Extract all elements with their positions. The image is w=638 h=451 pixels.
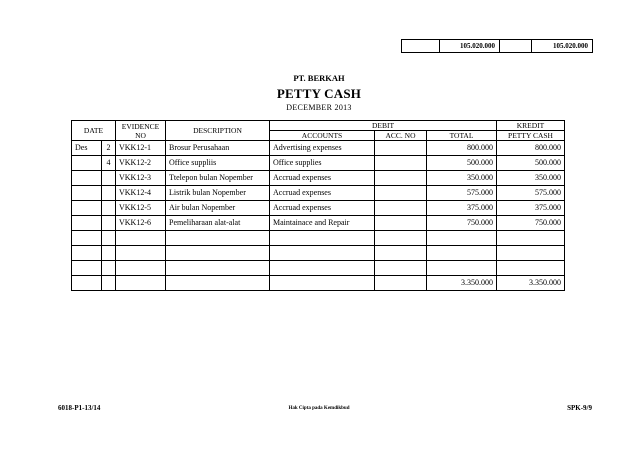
grand-total-debit: 3.350.000 <box>427 276 497 291</box>
totals-blank-account <box>270 276 375 291</box>
cell-month: Des <box>72 141 102 156</box>
table-row <box>72 261 565 276</box>
header-evidence-no: EVIDENCE NO <box>116 121 166 141</box>
cell-kredit <box>497 231 565 246</box>
cell-acc-no <box>375 156 427 171</box>
cell-evidence <box>116 246 166 261</box>
cell-account: Advertising expenses <box>270 141 375 156</box>
header-accounts: ACCOUNTS <box>270 131 375 141</box>
cell-evidence: VKK12-2 <box>116 156 166 171</box>
cell-acc-no <box>375 216 427 231</box>
cell-description: Brosur Perusahaan <box>166 141 270 156</box>
cell-description: Ttelepon bulan Nopember <box>166 171 270 186</box>
cell-acc-no <box>375 141 427 156</box>
summary-totals-box <box>401 39 593 53</box>
cell-description <box>166 246 270 261</box>
totals-blank-evidence <box>116 276 166 291</box>
cell-description <box>166 261 270 276</box>
table-row <box>72 246 565 261</box>
table-row <box>72 156 565 171</box>
cell-evidence: VKK12-3 <box>116 171 166 186</box>
table-row <box>72 186 565 201</box>
totals-blank-description <box>166 276 270 291</box>
document-period: DECEMBER 2013 <box>286 103 352 112</box>
cell-month <box>72 201 102 216</box>
cell-month <box>72 186 102 201</box>
cell-month <box>72 156 102 171</box>
cell-month <box>72 171 102 186</box>
cell-acc-no <box>375 231 427 246</box>
cell-account: Maintainace and Repair <box>270 216 375 231</box>
cell-acc-no <box>375 171 427 186</box>
cell-account: Accruad expenses <box>270 201 375 216</box>
cell-evidence: VKK12-4 <box>116 186 166 201</box>
cell-kredit: 575.000 <box>497 186 565 201</box>
summary-debit-total: 105.020.000 <box>440 40 500 52</box>
cell-total: 375.000 <box>427 201 497 216</box>
cell-day <box>102 261 116 276</box>
cell-kredit: 375.000 <box>497 201 565 216</box>
header-debit: DEBIT <box>270 121 497 131</box>
header-acc-no: ACC. NO <box>375 131 427 141</box>
cell-kredit: 350.000 <box>497 171 565 186</box>
cell-total: 575.000 <box>427 186 497 201</box>
footer-page-number: SPK-9/9 <box>567 404 592 412</box>
cell-account <box>270 231 375 246</box>
cell-day <box>102 171 116 186</box>
cell-acc-no <box>375 201 427 216</box>
cell-evidence: VKK12-5 <box>116 201 166 216</box>
cell-account <box>270 246 375 261</box>
header-total: TOTAL <box>427 131 497 141</box>
summary-spacer-2 <box>500 40 532 52</box>
header-description: DESCRIPTION <box>166 121 270 141</box>
cell-evidence: VKK12-1 <box>116 141 166 156</box>
cell-evidence <box>116 231 166 246</box>
table-row <box>72 231 565 246</box>
cell-day <box>102 231 116 246</box>
cell-total <box>427 246 497 261</box>
cell-total: 350.000 <box>427 171 497 186</box>
cell-account: Office supplies <box>270 156 375 171</box>
cell-day <box>102 216 116 231</box>
cell-account <box>270 261 375 276</box>
cell-day: 4 <box>102 156 116 171</box>
cell-total: 500.000 <box>427 156 497 171</box>
cell-acc-no <box>375 186 427 201</box>
cell-total <box>427 231 497 246</box>
cell-description: Air bulan Nopember <box>166 201 270 216</box>
cell-evidence <box>116 261 166 276</box>
cell-total <box>427 261 497 276</box>
cell-acc-no <box>375 246 427 261</box>
cell-total: 750.000 <box>427 216 497 231</box>
cell-month <box>72 216 102 231</box>
totals-row <box>72 276 565 291</box>
table-row <box>72 216 565 231</box>
cell-day: 2 <box>102 141 116 156</box>
summary-kredit-total: 105.020.000 <box>553 42 588 50</box>
totals-blank-day <box>102 276 116 291</box>
header-date: DATE <box>72 121 116 141</box>
company-name: PT. BERKAH <box>293 73 345 83</box>
summary-spacer-1 <box>402 40 440 52</box>
cell-description: Office suppliis <box>166 156 270 171</box>
cell-day <box>102 201 116 216</box>
table-row <box>72 171 565 186</box>
header-petty-cash: PETTY CASH <box>497 131 565 141</box>
cell-account: Accruad expenses <box>270 171 375 186</box>
cell-description: Pemeliharaan alat-alat <box>166 216 270 231</box>
cell-description <box>166 231 270 246</box>
cell-account: Accruad expenses <box>270 186 375 201</box>
cell-day <box>102 246 116 261</box>
totals-blank-acc-no <box>375 276 427 291</box>
table-row <box>72 141 565 156</box>
cell-evidence: VKK12-6 <box>116 216 166 231</box>
totals-blank-month <box>72 276 102 291</box>
document-title: PETTY CASH <box>276 86 362 101</box>
cell-kredit: 800.000 <box>497 141 565 156</box>
petty-cash-table <box>71 120 565 291</box>
cell-kredit: 500.000 <box>497 156 565 171</box>
cell-kredit: 750.000 <box>497 216 565 231</box>
cell-month <box>72 261 102 276</box>
footer-document-code: 6018-P1-13/14 <box>58 404 101 412</box>
table-row <box>72 201 565 216</box>
cell-acc-no <box>375 261 427 276</box>
cell-total: 800.000 <box>427 141 497 156</box>
cell-kredit <box>497 261 565 276</box>
footer-copyright: Hak Cipta pada Kemdikbud <box>288 406 350 411</box>
cell-kredit <box>497 246 565 261</box>
cell-day <box>102 186 116 201</box>
cell-month <box>72 246 102 261</box>
cell-description: Listrik bulan Nopember <box>166 186 270 201</box>
cell-month <box>72 231 102 246</box>
header-kredit: KREDIT <box>497 121 565 131</box>
grand-total-kredit: 3.350.000 <box>497 276 565 291</box>
